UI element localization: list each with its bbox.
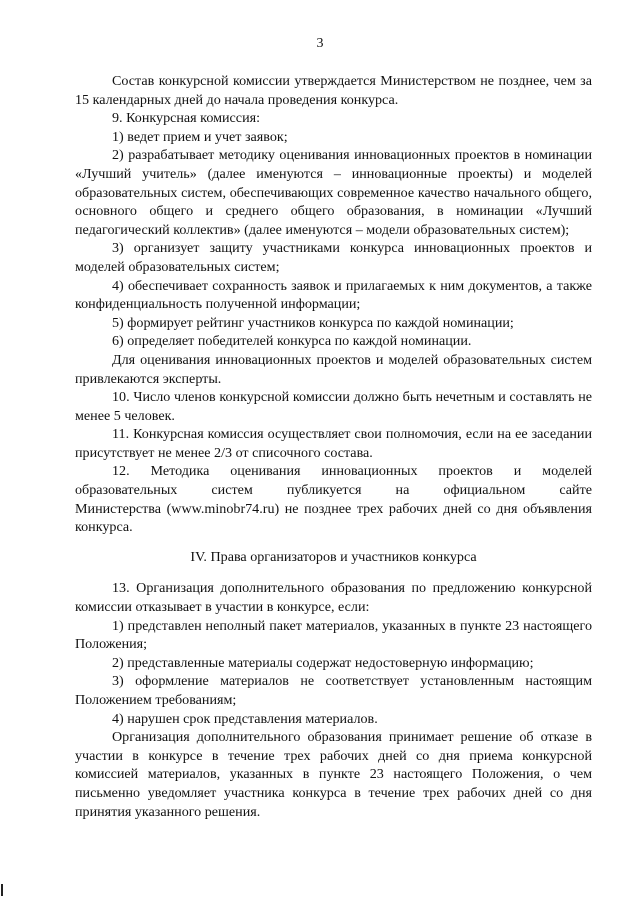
paragraph-9-3: 3) организует защиту участниками конкурса инновационных проектов и моделей образовательных систем; [75,240,592,275]
paragraph-13-4: 4) нарушен срок представления материалов. [112,710,378,727]
paragraph-item-12-line-1: 12. Методика оценивания инновационных проектов и моделей [112,463,592,480]
paragraph-13-1: 1) представлен неполный пакет материалов, указанных в пункте 23 настоящего Положения; [75,617,592,653]
section-heading: IV. Права организаторов и участников конкурса [190,548,477,565]
scan-edge-mark [1,884,3,896]
paragraph-item-12-line-2: образовательных систем публикуется на официальном сайте [75,482,592,499]
paragraph-item-12-rest: Министерства (www.minobr74.ru) не позднее трех рабочих дней со дня объявления конкурса. [75,500,592,536]
paragraph-13-3: 3) оформление материалов не соответствует установленным настоящим Положением требованиям; [75,673,592,708]
paragraph-item-10: 10. Число членов конкурсной комиссии должно быть нечетным и составлять не менее 5 человек. [75,389,592,424]
paragraph-9-5: 5) формирует рейтинг участников конкурса по каждой номинации; [112,314,514,331]
paragraph-item-9: 9. Конкурсная комиссия: [112,110,261,127]
document-body [75,72,592,821]
paragraph-commission-approval: Состав конкурсной комиссии утверждается Министерством не позднее, чем за 15 календарных дней до начала проведения конкурса. [75,73,592,108]
paragraph-refusal-decision: Организация дополнительного образования принимает решение об отказе в участии в конкурсе в течение трех рабочих дней со дня приема конкурсной комиссией материалов, указанных в пункте 23 настоящего Положения, о чем письменно уведомляет участника конкурса в течение трех рабочих дней со дня принятия указанного решения. [75,729,592,820]
paragraph-item-11: 11. Конкурсная комиссия осуществляет свои полномочия, если на ее заседании присутствует не менее 2/3 от списочного состава. [75,426,592,461]
page-number: 3 [316,36,324,51]
paragraph-item-13: 13. Организация дополнительного образования по предложению конкурсной комиссии отказывает в участии в конкурсе, если: [75,580,592,616]
paragraph-9-1: 1) ведет прием и учет заявок; [112,128,288,145]
paragraph-experts: Для оценивания инновационных проектов и моделей образовательных систем привлекаются эксперты. [75,351,592,387]
paragraph-9-4: 4) обеспечивает сохранность заявок и прилагаемых к ним документов, а также конфиденциальность полученной информации; [75,277,592,313]
paragraph-9-6: 6) определяет победителей конкурса по каждой номинации. [112,333,472,350]
paragraph-9-2: 2) разрабатывает методику оценивания инновационных проектов в номинации «Лучший учитель» (далее именуются – инновационные проекты) и моделей образовательных систем, обеспечивающих современное качество начального общего, основного общего и среднего общего образования, в номинации «Лучший педагогический коллектив» (далее именуются – модели образовательных систем); [75,147,592,238]
paragraph-13-2: 2) представленные материалы содержат недостоверную информацию; [112,654,534,671]
